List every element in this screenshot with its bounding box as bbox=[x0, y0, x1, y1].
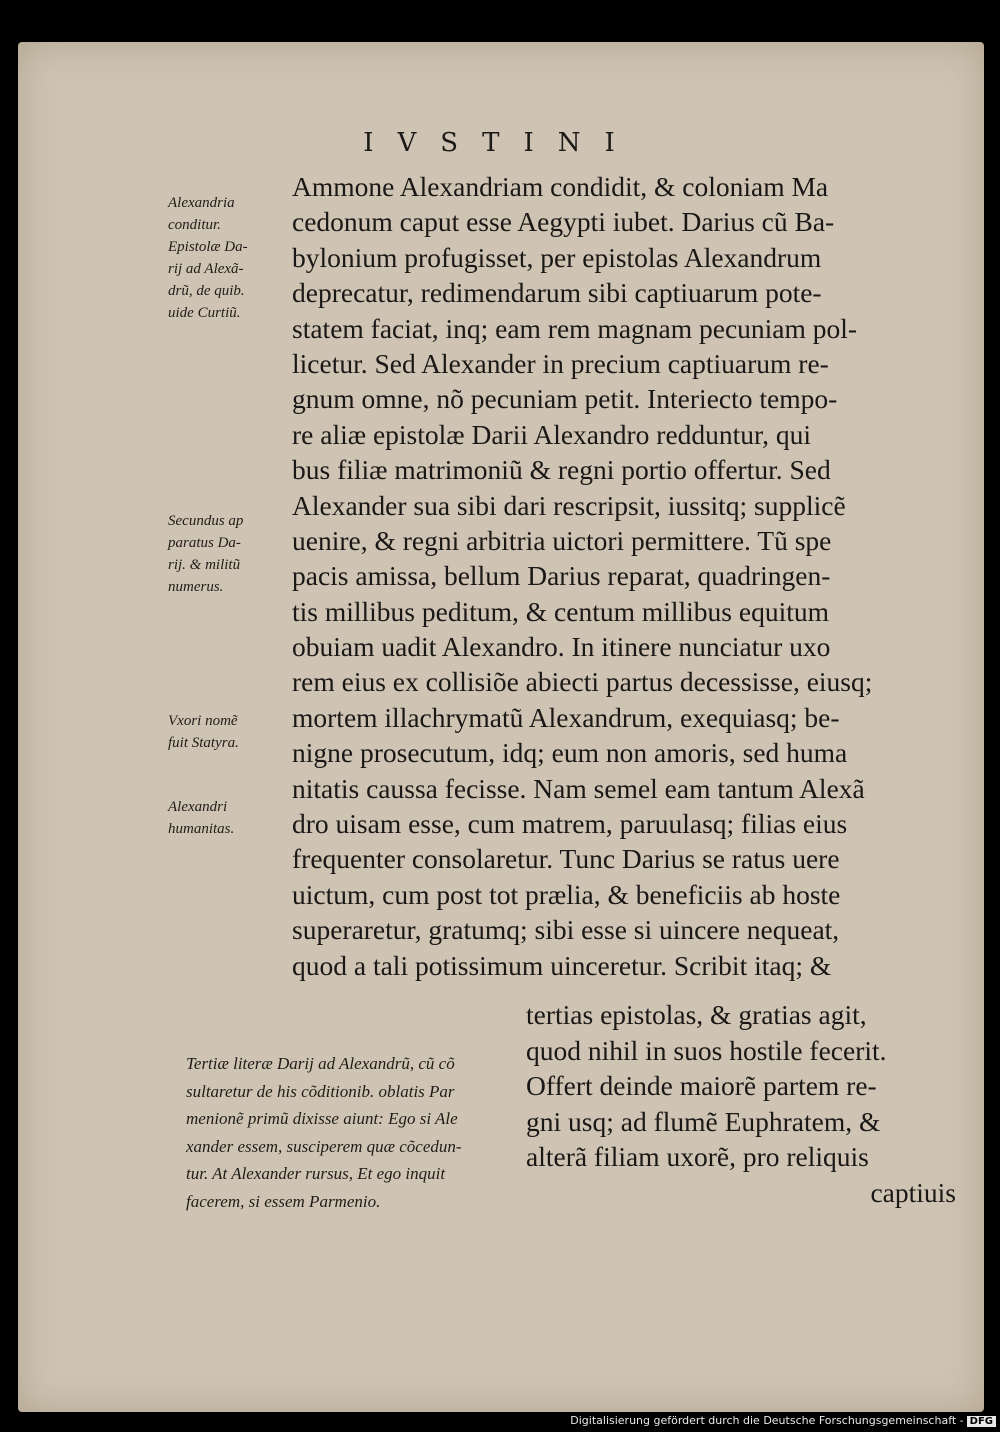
text-line: Alexander sua sibi dari rescripsit, iussitq; supplicẽ bbox=[292, 489, 846, 521]
catchword: captiuis bbox=[870, 1176, 956, 1208]
note-line: humanitas. bbox=[168, 821, 235, 837]
text-line: statem faciat, inq; eam rem magnam pecuniam pol- bbox=[292, 312, 858, 344]
note-line: conditur. bbox=[168, 217, 221, 233]
text-line: nitatis caussa fecisse. Nam semel eam tantum Alexã bbox=[292, 772, 865, 804]
footer-text: Digitalisierung gefördert durch die Deutsche Forschungsgemeinschaft - bbox=[570, 1414, 964, 1427]
text-line: frequenter consolaretur. Tunc Darius se ratus uere bbox=[292, 843, 840, 875]
note-line: drũ, de quib. bbox=[168, 283, 245, 299]
note-line: sultaretur de his cõditionib. oblatis Par bbox=[186, 1081, 455, 1101]
note-line: Epistolæ Da- bbox=[168, 239, 248, 255]
lower-text bbox=[526, 997, 956, 1210]
text-line: cedonum caput esse Aegypti iubet. Darius cũ Ba- bbox=[292, 206, 835, 238]
note-line: rij ad Alexã- bbox=[168, 261, 244, 277]
text-line: gni usq; ad flumẽ Euphratem, & bbox=[526, 1105, 881, 1137]
text-line: gnum omne, nõ pecuniam petit. Interiecto tempo- bbox=[292, 383, 838, 415]
note-line: rij. & militũ bbox=[168, 557, 241, 573]
note-line: Vxori nomẽ bbox=[168, 713, 238, 729]
dfg-logo: DFG bbox=[967, 1416, 996, 1427]
text-line: Offert deinde maiorẽ partem re- bbox=[526, 1070, 877, 1101]
note-line: xander essem, susciperem quæ cõcedun- bbox=[186, 1136, 462, 1156]
running-head: IVSTINI bbox=[363, 128, 639, 158]
book-page bbox=[18, 42, 984, 1412]
text-line: rem eius ex collisiõe abiecti partus decessisse, eiusq; bbox=[292, 666, 873, 698]
margin-note-secundus bbox=[168, 510, 243, 598]
text-line: bylonium profugisset, per epistolas Alexandrum bbox=[292, 241, 822, 273]
text-line: pacis amissa, bellum Darius reparat, quadringen- bbox=[292, 560, 831, 592]
note-line: facerem, si essem Parmenio. bbox=[186, 1191, 381, 1211]
note-line: Tertiæ literæ Darij ad Alexandrũ, cũ cõ bbox=[186, 1054, 455, 1073]
text-line: licetur. Sed Alexander in precium captiuarum re- bbox=[292, 347, 829, 379]
text-line: quod nihil in suos hostile fecerit. bbox=[526, 1034, 887, 1066]
text-line: uictum, cum post tot prælia, & beneficiis ab hoste bbox=[292, 878, 841, 910]
text-line: deprecatur, redimendarum sibi captiuarum pote- bbox=[292, 277, 822, 309]
note-line: tur. At Alexander rursus, Et ego inquit bbox=[186, 1164, 446, 1183]
text-line: tertias epistolas, & gratias agit, bbox=[526, 999, 867, 1030]
text-line: tis millibus peditum, & centum millibus equitum bbox=[292, 595, 830, 627]
text-line: superaretur, gratumq; sibi esse si uincere nequeat, bbox=[292, 914, 840, 946]
note-line: Alexandri bbox=[168, 799, 228, 815]
text-line: uenire, & regni arbitria uictori permittere. Tũ spe bbox=[292, 524, 832, 556]
text-line: Ammone Alexandriam condidit, & coloniam Ma bbox=[292, 171, 829, 202]
text-line: bus filiæ matrimoniũ & regni portio offertur. Sed bbox=[292, 454, 831, 486]
text-line: quod a tali potissimum uinceretur. Scribit itaq; & bbox=[292, 949, 832, 981]
note-line: menionẽ primũ dixisse aiunt: Ego si Ale bbox=[186, 1109, 458, 1128]
note-line: uide Curtiũ. bbox=[168, 305, 241, 321]
margin-note-tertiae bbox=[186, 1050, 462, 1215]
text-line: nigne prosecutum, idq; eum non amoris, sed huma bbox=[292, 737, 848, 769]
text-line: re aliæ epistolæ Darii Alexandro redduntur, qui bbox=[292, 418, 811, 450]
digitization-footer bbox=[570, 1414, 996, 1427]
margin-note-humanitas bbox=[168, 796, 234, 840]
text-line: alterã filiam uxorẽ, pro reliquis bbox=[526, 1141, 869, 1172]
note-line: paratus Da- bbox=[168, 535, 241, 551]
text-line: mortem illachrymatũ Alexandrum, exequiasq; be- bbox=[292, 701, 840, 733]
note-line: numerus. bbox=[168, 579, 224, 595]
main-text bbox=[292, 169, 952, 983]
text-line: obuiam uadit Alexandro. In itinere nunciatur uxo bbox=[292, 631, 831, 663]
margin-note-uxori bbox=[168, 710, 239, 754]
note-line: Alexandria bbox=[168, 195, 235, 211]
note-line: Secundus ap bbox=[168, 513, 244, 529]
margin-note-alexandria bbox=[168, 192, 248, 324]
note-line: fuit Statyra. bbox=[168, 735, 239, 751]
text-line: dro uisam esse, cum matrem, paruulasq; filias eius bbox=[292, 808, 848, 840]
